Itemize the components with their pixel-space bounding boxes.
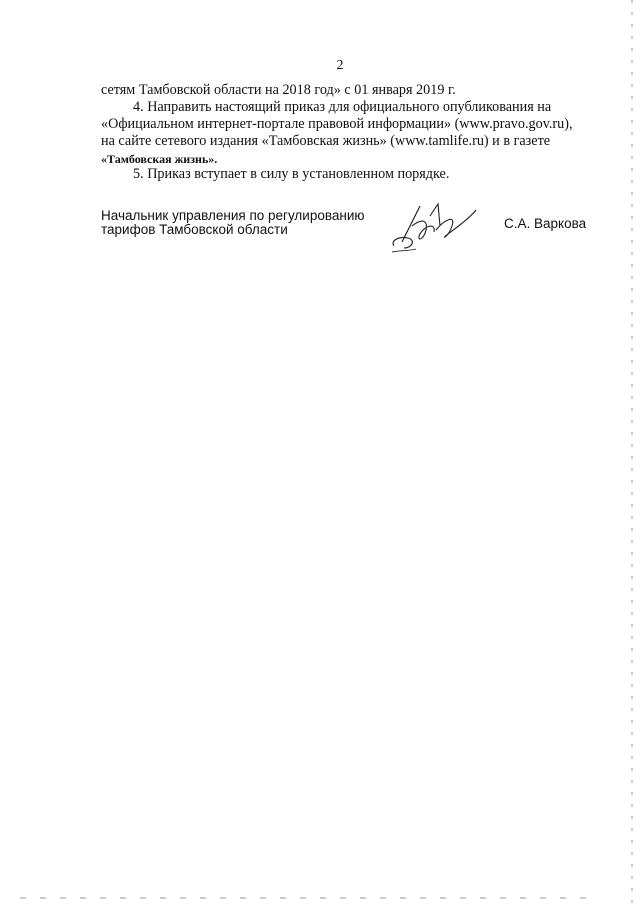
signer-position-line-1: Начальник управления по регулированию	[101, 208, 365, 223]
paragraph-4-line-2: «Официальном интернет-портале правовой информации» (www.pravo.gov.ru),	[101, 116, 573, 132]
scan-bottom-artifact	[0, 897, 640, 899]
body-line-continuation: сетям Тамбовской области на 2018 год» с 01 января 2019 г.	[101, 82, 456, 98]
handwritten-signature-icon	[382, 196, 482, 256]
signer-name: С.А. Варкова	[504, 216, 587, 231]
paragraph-5: 5. Приказ вступает в силу в установленном порядке.	[133, 166, 450, 182]
paragraph-4-line-4: «Тамбовская жизнь».	[101, 152, 218, 166]
signer-position-line-2: тарифов Тамбовской области	[101, 222, 288, 237]
paragraph-4-line-3: на сайте сетевого издания «Тамбовская жизнь» (www.tamlife.ru) и в газете	[101, 133, 551, 149]
page-number: 2	[336, 58, 344, 73]
paragraph-4-line-1: 4. Направить настоящий приказ для официального опубликования на	[133, 99, 552, 115]
scan-edge-artifact	[631, 0, 633, 905]
